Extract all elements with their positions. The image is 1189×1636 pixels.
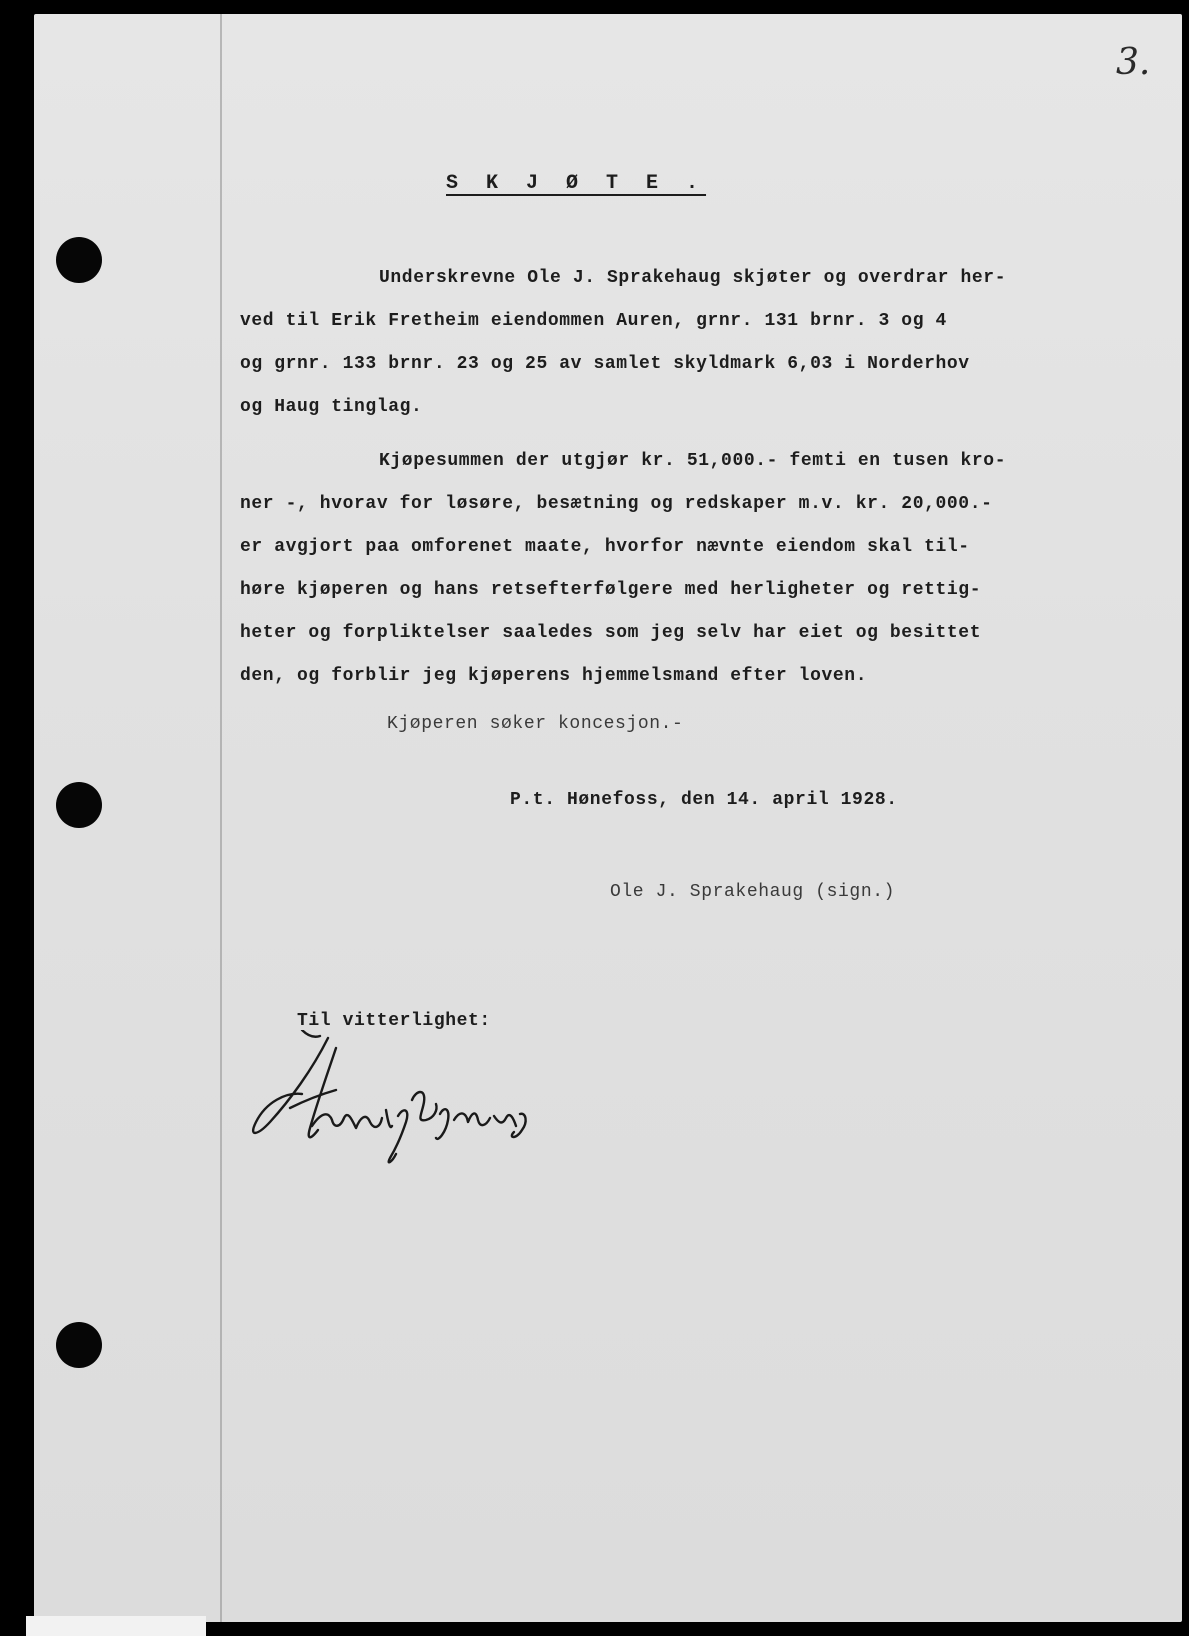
seller-signature: Ole J. Sprakehaug (sign.) [610, 882, 896, 902]
paragraph1-line: ved til Erik Fretheim eiendommen Auren, grnr. 131 brnr. 3 og 4 [240, 311, 947, 331]
document-title: S K J Ø T E . [446, 172, 707, 195]
place-date: P.t. Hønefoss, den 14. april 1928. [510, 790, 898, 810]
witness-label: Til vitterlighet: [297, 1011, 491, 1031]
paragraph2-line: ner -, hvorav for løsøre, besætning og redskaper m.v. kr. 20,000.- [240, 494, 993, 514]
punch-hole-bottom [56, 1322, 102, 1368]
paragraph1-line: og grnr. 133 brnr. 23 og 25 av samlet skyldmark 6,03 i Norderhov [240, 354, 970, 374]
paragraph1-line: Underskrevne Ole J. Sprakehaug skjøter og overdrar her- [379, 268, 1007, 288]
witness-handwritten-signature [240, 1030, 560, 1180]
margin-rule [220, 14, 222, 1622]
paragraph2-line: den, og forblir jeg kjøperens hjemmelsmand efter loven. [240, 666, 868, 686]
paragraph2-line: Kjøpesummen der utgjør kr. 51,000.- femti en tusen kro- [379, 451, 1007, 471]
paragraph2-line: er avgjort paa omforenet maate, hvorfor nævnte eiendom skal til- [240, 537, 970, 557]
page-number: 3. [1116, 42, 1151, 83]
paragraph2-line: høre kjøperen og hans retsefterfølgere med herligheter og rettig- [240, 580, 982, 600]
paragraph1-line: og Haug tinglag. [240, 397, 423, 417]
concession-note: Kjøperen søker koncesjon.- [387, 714, 684, 734]
bottom-label-strip [26, 1616, 206, 1636]
punch-hole-top [56, 237, 102, 283]
paragraph2-line: heter og forpliktelser saaledes som jeg selv har eiet og besittet [240, 623, 982, 643]
paper-sheet [34, 14, 1182, 1622]
punch-hole-middle [56, 782, 102, 828]
